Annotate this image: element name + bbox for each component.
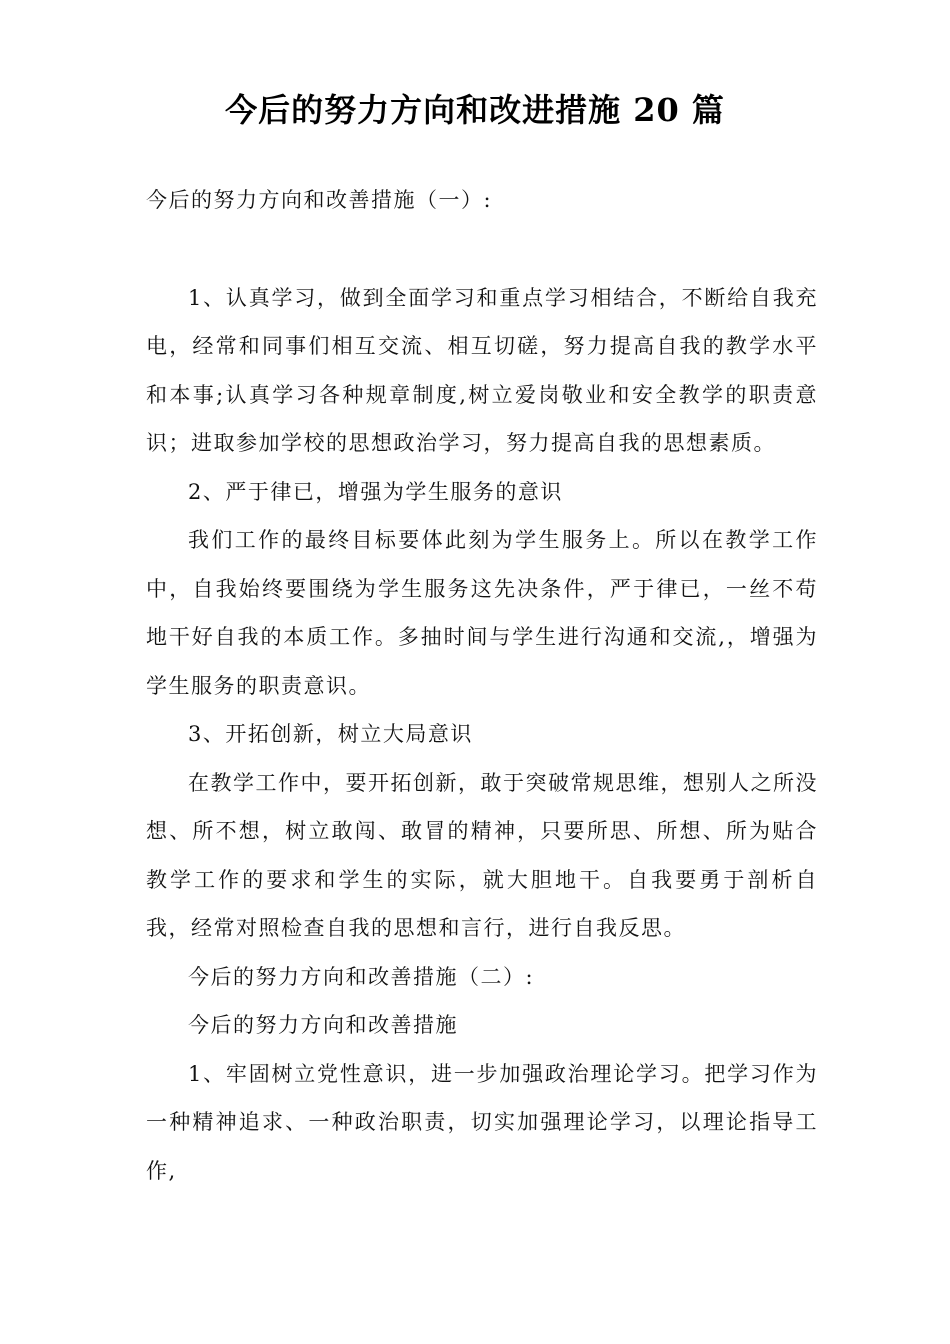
paragraph: 1、牢固树立党性意识，进一步加强政治理论学习。把学习作为一种精神追求、一种政治职责，切实加强理论学习，以理论指导工作, <box>146 1061 818 1183</box>
sub-heading: 2、严于律已，增强为学生服务的意识 <box>188 479 563 504</box>
paragraph: 我们工作的最终目标要体此刻为学生服务上。所以在教学工作中，自我始终要围绕为学生服务这先决条件，严于律已，一丝不苟地干好自我的本质工作。多抽时间与学生进行沟通和交流,，增强为学生服务的职责意识。 <box>146 528 818 698</box>
section-heading-2: 今后的努力方向和改善措施（二）: <box>188 964 535 989</box>
sub-heading: 今后的努力方向和改善措施 <box>188 1013 458 1037</box>
sub-heading: 3、开拓创新，树立大局意识 <box>188 722 473 746</box>
document-title: 今后的努力方向和改进措施 20 篇 <box>225 91 725 129</box>
paragraph: 1、认真学习，做到全面学习和重点学习相结合，不断给自我充电，经常和同事们相互交流、相互切磋，努力提高自我的教学水平和本事;认真学习各种规章制度,树立爱岗敬业和安全教学的职责意识；进取参加学校的思想政治学习，努力提高自我的思想素质。 <box>146 285 818 455</box>
paragraph: 在教学工作中，要开拓创新，敢于突破常规思维，想别人之所没想、所不想，树立敢闯、敢冒的精神，只要所思、所想、所为贴合教学工作的要求和学生的实际，就大胆地干。自我要勇于剖析自我，经常对照检查自我的思想和言行，进行自我反思。 <box>146 770 818 940</box>
section-heading-1: 今后的努力方向和改善措施（一）: <box>146 188 493 212</box>
document-body <box>146 176 818 1195</box>
